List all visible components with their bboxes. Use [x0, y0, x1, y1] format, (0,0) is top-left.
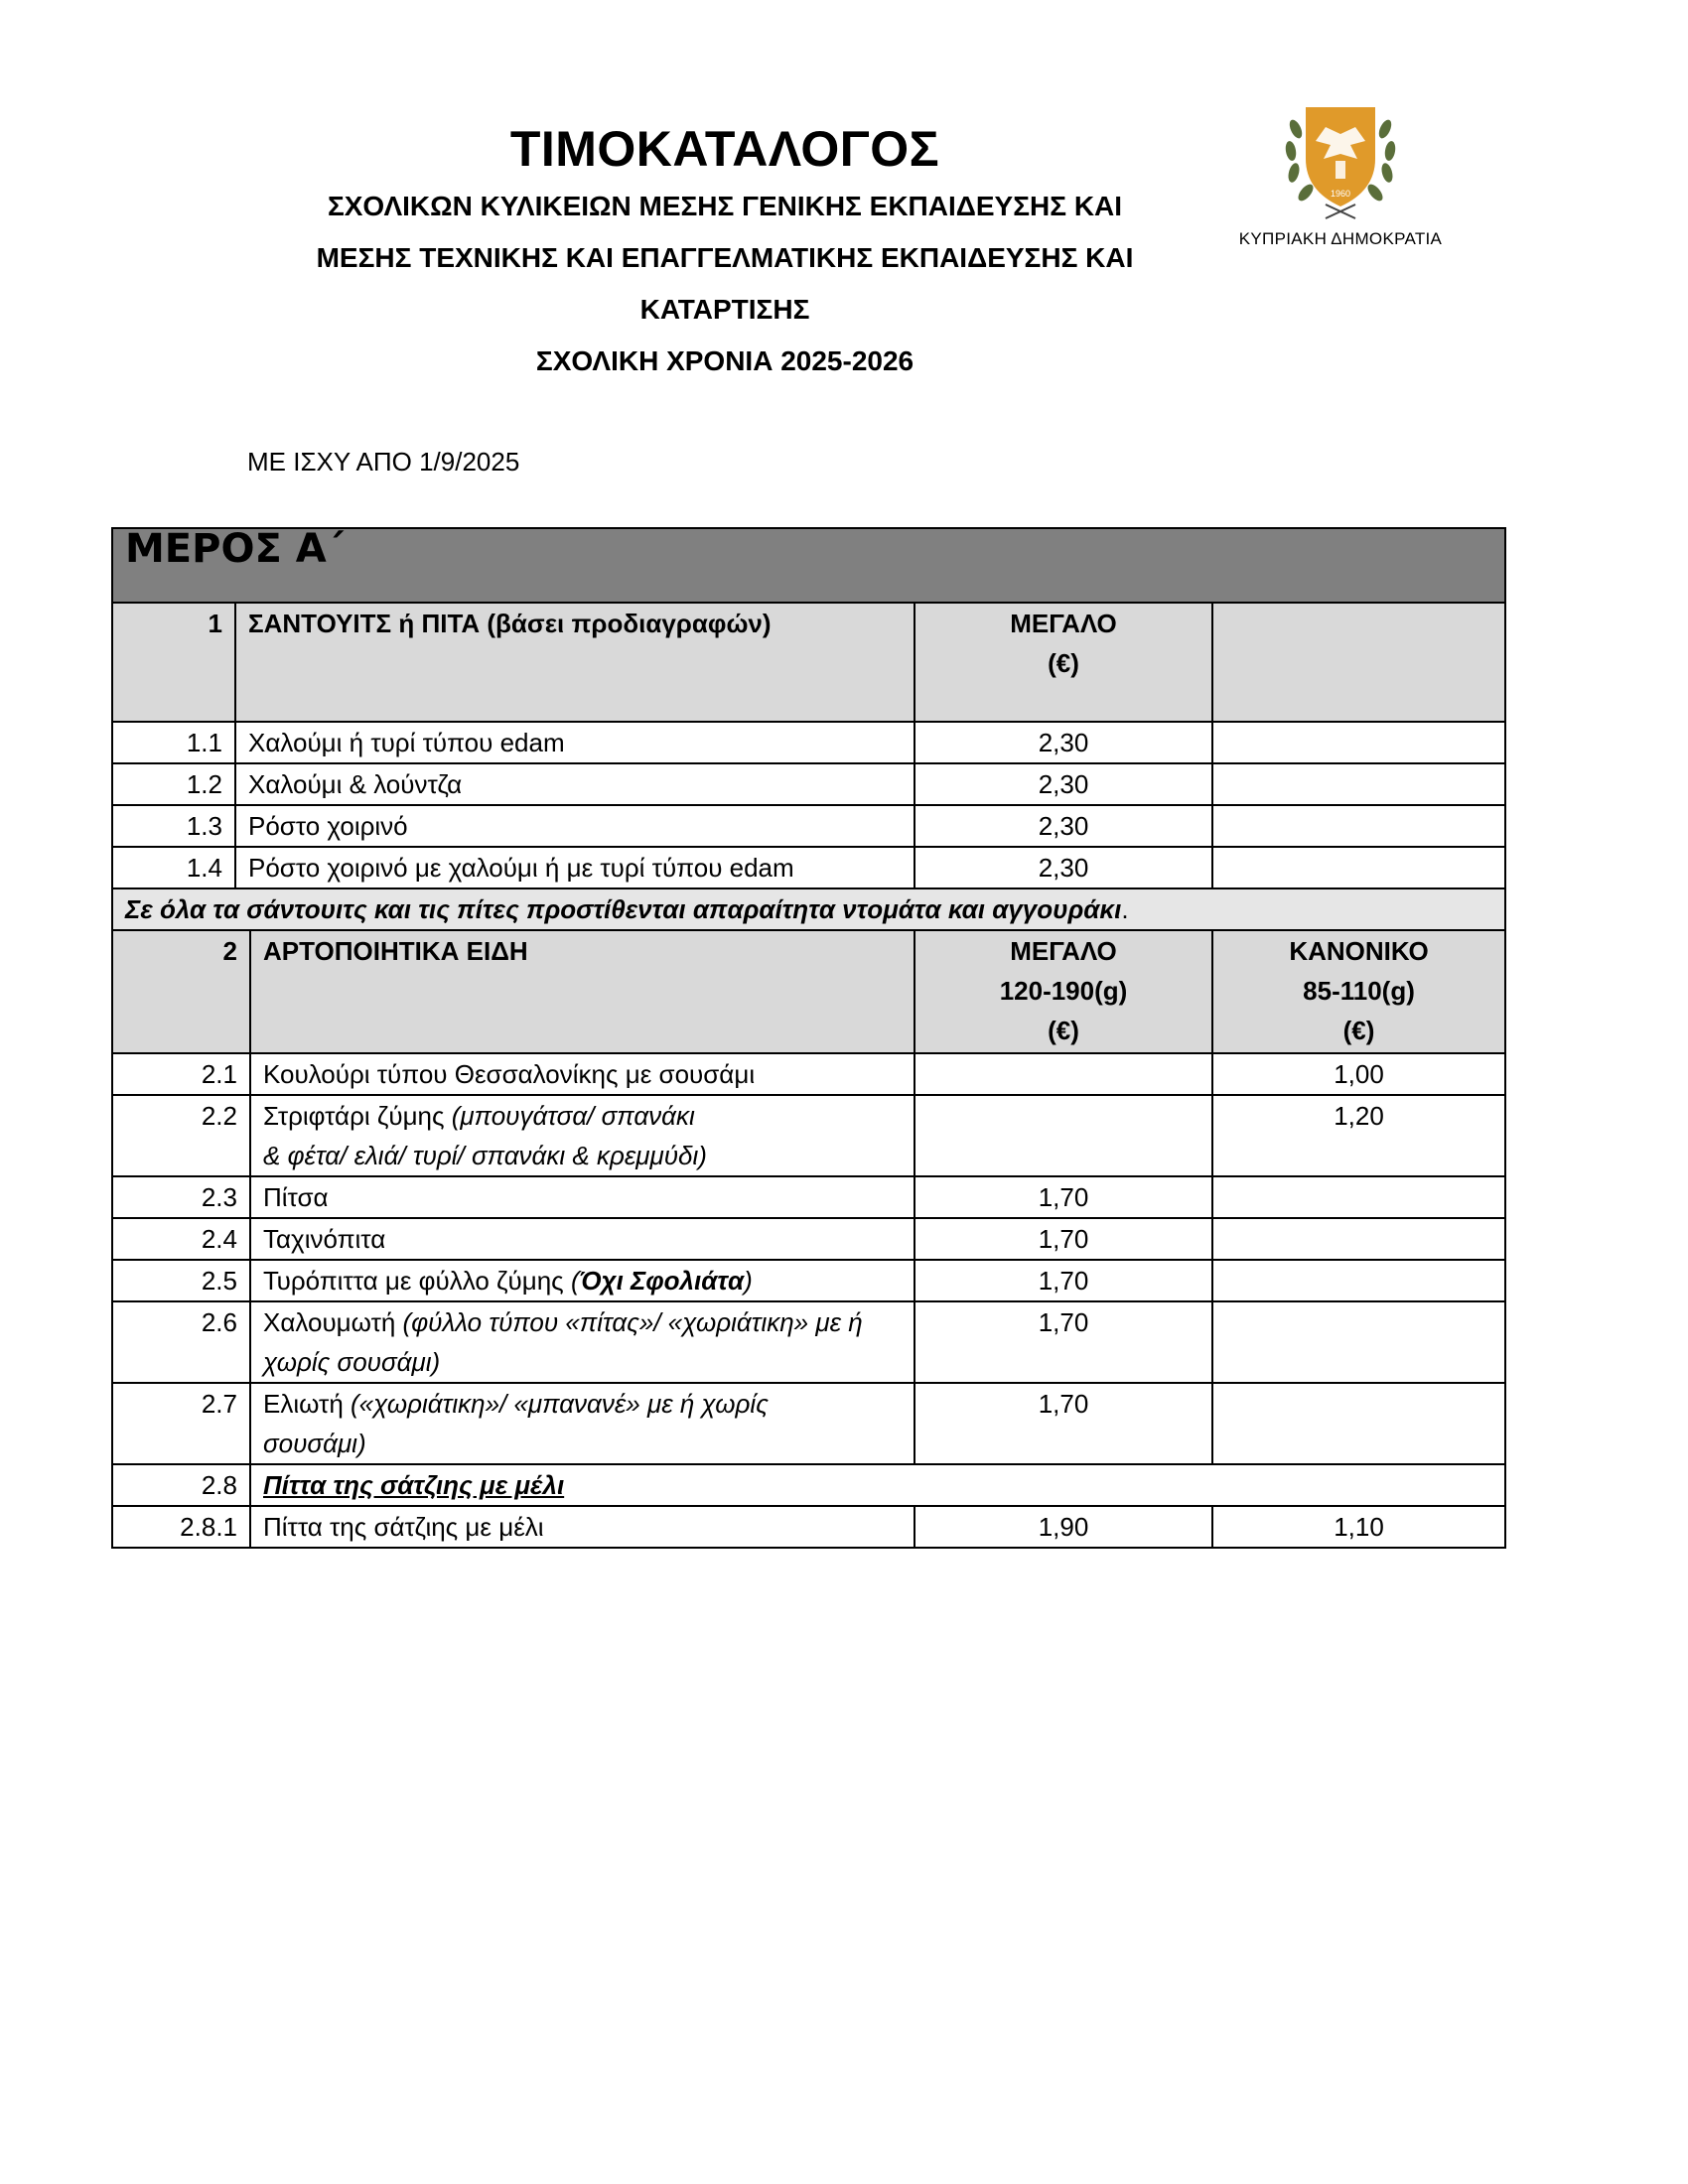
table-row: [112, 805, 1505, 847]
section-1-note-row: [112, 888, 1505, 930]
item-name: Ρόστο χοιρινό με χαλούμι ή με τυρί τύπου edam: [235, 847, 914, 888]
item-name: Ρόστο χοιρινό: [235, 805, 914, 847]
section-2-header-row: [112, 930, 1505, 1053]
table-row: [112, 1383, 1505, 1464]
price-large: 2,30: [914, 722, 1212, 763]
item-number: 2.3: [112, 1176, 250, 1218]
section-title: ΣΑΝΤΟΥΙΤΣ ή ΠΙΤΑ (βάσει προδιαγραφών): [235, 603, 914, 722]
item-name: Χαλούμι ή τυρί τύπου edam: [235, 722, 914, 763]
table-row: [112, 1506, 1505, 1548]
table-row: [112, 763, 1505, 805]
price-large: 1,70: [914, 1383, 1212, 1464]
item-number: 2.7: [112, 1383, 250, 1464]
table-row: [112, 1301, 1505, 1383]
item-name: Πίτσα: [250, 1176, 914, 1218]
section-1-header-row: [112, 603, 1505, 722]
item-name: Χαλουμωτή (φύλλο τύπου «πίτας»/ «χωριάτικη» με ή χωρίς σουσάμι): [250, 1301, 914, 1383]
table-row: [112, 1218, 1505, 1260]
subsection-title: Πίττα της σάτζιης με μέλι: [250, 1464, 1505, 1506]
item-number: 2.8.1: [112, 1506, 250, 1548]
price-large: [914, 1095, 1212, 1176]
table-row: [112, 1095, 1505, 1176]
item-number: 1.3: [112, 805, 235, 847]
item-number: 2.6: [112, 1301, 250, 1383]
price-normal: [1212, 805, 1505, 847]
price-normal: [1212, 1383, 1505, 1464]
price-normal: 1,10: [1212, 1506, 1505, 1548]
subtitle-line-1: ΣΧΟΛΙΚΩΝ ΚΥΛΙΚΕΙΩΝ ΜΕΣΗΣ ΓΕΝΙΚΗΣ ΕΚΠΑΙΔΕΥΣΗΣ ΚΑΙ: [327, 191, 1123, 221]
subtitle-line-2: ΜΕΣΗΣ ΤΕΧΝΙΚΗΣ ΚΑΙ ΕΠΑΓΓΕΛΜΑΤΙΚΗΣ ΕΚΠΑΙΔΕΥΣΗΣ ΚΑΙ: [316, 242, 1134, 273]
column-header-empty: [1212, 603, 1505, 722]
svg-text:1960: 1960: [1330, 189, 1351, 199]
table-row: [112, 1053, 1505, 1095]
item-name: Ταχινόπιτα: [250, 1218, 914, 1260]
item-number: 1.2: [112, 763, 235, 805]
item-name: Τυρόπιττα με φύλλο ζύμης (Όχι Σφολιάτα): [250, 1260, 914, 1301]
document-title: ΤΙΜΟΚΑΤΑΛΟΓΟΣ: [509, 121, 940, 177]
part-title: ΜΕΡΟΣ Α΄: [112, 528, 1505, 603]
part-header-row: [112, 528, 1505, 603]
price-normal: [1212, 722, 1505, 763]
item-name: Στριφτάρι ζύμης (μπουγάτσα/ σπανάκι & φέτα/ ελιά/ τυρί/ σπανάκι & κρεμμύδι): [250, 1095, 914, 1176]
column-header-normal: ΚΑΝΟΝΙΚΟ 85-110(g) (€): [1212, 930, 1505, 1053]
item-name: Ελιωτή («χωριάτικη»/ «μπανανέ» με ή χωρίς σουσάμι): [250, 1383, 914, 1464]
item-number: 2.8: [112, 1464, 250, 1506]
price-large: 2,30: [914, 805, 1212, 847]
table-row: [112, 847, 1505, 888]
price-normal: [1212, 1301, 1505, 1383]
price-large: 2,30: [914, 847, 1212, 888]
column-header-large: ΜΕΓΑΛΟ 120-190(g) (€): [914, 930, 1212, 1053]
item-number: 2.5: [112, 1260, 250, 1301]
price-large: 2,30: [914, 763, 1212, 805]
price-table: [111, 527, 1506, 1549]
item-number: 2.1: [112, 1053, 250, 1095]
cyprus-coat-of-arms-icon: [1276, 99, 1405, 223]
effective-date: ΜΕ ΙΣΧΥ ΑΠΟ 1/9/2025: [247, 447, 520, 477]
table-row: [112, 722, 1505, 763]
item-number: 1.1: [112, 722, 235, 763]
price-normal: [1212, 763, 1505, 805]
price-normal: 1,00: [1212, 1053, 1505, 1095]
price-normal: [1212, 1260, 1505, 1301]
price-large: 1,70: [914, 1176, 1212, 1218]
price-normal: [1212, 1176, 1505, 1218]
document-header: [199, 117, 1251, 387]
price-large: 1,70: [914, 1260, 1212, 1301]
table-row: [112, 1260, 1505, 1301]
table-row: [112, 1464, 1505, 1506]
logo-caption: ΚΥΠΡΙΑΚΗ ΔΗΜΟΚΡΑΤΙΑ: [1238, 229, 1443, 248]
price-normal: 1,20: [1212, 1095, 1505, 1176]
price-normal: [1212, 1218, 1505, 1260]
item-name: Χαλούμι & λούντζα: [235, 763, 914, 805]
section-number: 1: [112, 603, 235, 722]
price-large: 1,70: [914, 1218, 1212, 1260]
item-number: 2.2: [112, 1095, 250, 1176]
subtitle-line-3: ΚΑΤΑΡΤΙΣΗΣ: [639, 294, 810, 325]
item-number: 2.4: [112, 1218, 250, 1260]
cyprus-republic-logo: [1211, 99, 1470, 249]
column-header-large: ΜΕΓΑΛΟ (€): [914, 603, 1212, 722]
item-name: Πίττα της σάτζιης με μέλι: [250, 1506, 914, 1548]
section-number: 2: [112, 930, 250, 1053]
section-title: ΑΡΤΟΠΟΙΗΤΙΚΑ ΕΙΔΗ: [250, 930, 914, 1053]
table-row: [112, 1176, 1505, 1218]
price-large: [914, 1053, 1212, 1095]
item-number: 1.4: [112, 847, 235, 888]
price-large: 1,70: [914, 1301, 1212, 1383]
school-year: ΣΧΟΛΙΚΗ ΧΡΟΝΙΑ 2025-2026: [535, 345, 914, 376]
price-normal: [1212, 847, 1505, 888]
item-name: Κουλούρι τύπου Θεσσαλονίκης με σουσάμι: [250, 1053, 914, 1095]
sandwich-note: Σε όλα τα σάντουιτς και τις πίτες προστίθενται απαραίτητα ντομάτα και αγγουράκι.: [112, 888, 1505, 930]
price-large: 1,90: [914, 1506, 1212, 1548]
